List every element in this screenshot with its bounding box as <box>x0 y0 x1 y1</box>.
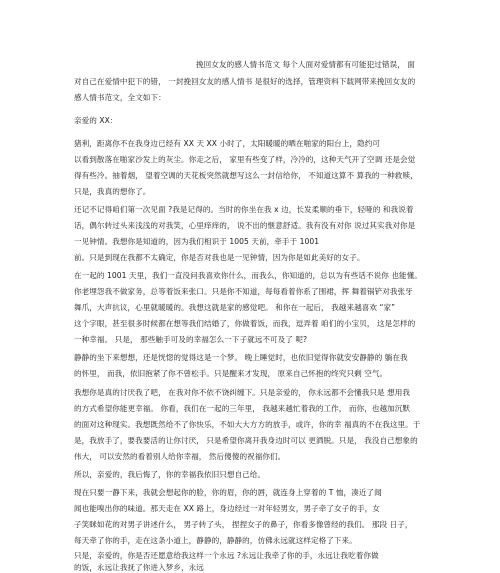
paragraph-line: 这个字眼，甚至很多时候都在想等我们结婚了，你做着饭，而我，逗弄着 咱们的小宝贝， 这是怎样的 <box>74 319 416 328</box>
paragraph-line: 所以，亲爱的，我后悔了，你的幸福我依旧只想自己给。 <box>74 470 266 479</box>
paragraph-line: 还记不记得咱们第一次见面 ?我是记得的。当时的你坐在我 x 边，长发柔顺的垂下，轻哑的 和我说着 <box>74 205 414 214</box>
paragraph-line: 只是，我真的想你了。 <box>74 187 151 196</box>
paragraph-line: 每天牵了你的手，走在这条小道上，静静的，静静的，仿佛永远就这样定格了下来。 <box>74 536 357 545</box>
paragraph-line: 猪利，距离你不在我身边已经有 XX 天 XX 小时了，太阳暖暖的晒在啪家的阳台上，隐约可 <box>74 139 381 148</box>
paragraph-line: 前。只是到现在我都不太确定，你是否对我也是一见钟情，因为你是如此美好的女子。 <box>74 253 365 262</box>
paragraph-line: 在一起的 1001 天里，我们一直没问我喜欢你什么，而我么，你知道的，总以为有些话不说你 也能懂。 <box>74 271 422 280</box>
paragraph-line: 舞爪，大声抗议，心里就暖暖的。我想这就是家的感觉吧。 和你在一起后， 我越来越喜欢 “家” <box>74 303 396 312</box>
paragraph-line: 一种幸福。 只是， 那些触手可及的幸福怎么一下子就远不可及了 呢? <box>74 335 308 344</box>
paragraph-line: 得有些冷。抽着烟， 望着空调的天花板突然就想写这么一封信给你， 不知道这算不 算我的一种救赎， <box>74 171 418 180</box>
paragraph-line: 一见钟情。我想你是知道的，因为我们相识于 1005 天前，牵手于 1001 <box>74 237 320 246</box>
paragraph-line: 的怀里， 而我，依旧抱紧了你不曾松手。只是醒来才发现， 原来自己怀抱的终究只剩 空气。 <box>74 369 388 378</box>
paragraph-line: 闻也能嗅出你的味道。那天走在 XX 路上，身边经过一对年轻男女，男子牵了女子的手，女 <box>74 504 380 513</box>
paragraph-line: 以看到散落在啪家沙发上的灰尘。你走之后， 家里有些变了样，冷冷的，这种天气开了空调 还是会觉 <box>74 155 416 164</box>
paragraph-line: 子笑眯如花的对男子讲述什么， 男子转了头， 捏捏女子的鼻子，你看多像曾经的我们。 那段 日子， <box>74 520 413 529</box>
intro-line: 挽回女友的感人情书范文 每个人面对爱情都有可能犯过错误， 面 <box>196 60 415 69</box>
paragraph-line: 我想你是真的讨厌我了吧， 在我对你不依不饶纠缠下。只是亲爱的， 你永远都不会懂我只是 想用我 <box>74 388 411 397</box>
paragraph-line: 你老埋怨我不做家务，总等着饭来张口。只是你不知道，每每看着你系了围裙，挥 舞着锅铲对我张牙 <box>74 287 413 296</box>
paragraph-line: 现在只要一静下来，我就会想起你的脸，你的眉，你的唇，就连身上穿着的 T 恤，凑近了闻 <box>74 488 382 497</box>
paragraph-line: 的饭，永远让我抚了你进入梦乡，永远 <box>74 563 204 572</box>
paragraph-line: 的方式希望你能更幸福。 你看，我们在一起的三年里， 我越来越忙着我的工作， 而你，也越加沉默 <box>74 404 411 413</box>
greeting: 亲爱的 XX： <box>74 116 118 125</box>
intro-line: 对自己在爱情中犯下的错， 一封挽回女友的感人情书 是很好的选择，管理资料下载网带来挽回女友的 <box>74 77 416 86</box>
paragraph-line: 伟大， 可以安然的看着别人给你幸福， 然后傻傻的祝福你们。 <box>74 452 286 461</box>
paragraph-line: 只是，亲爱的，你是否还愿意给我这样一个永远 ?永远让我牵了你的手，永远让我吃着你做 <box>74 551 379 560</box>
paragraph-line: 的面对这种现实。我想既然给不了你快乐，不如大大方方的放手，或许，你的幸 福真的不在我这里。于 <box>74 420 421 429</box>
intro-line: 感人情书范文，全文如下： <box>74 93 166 102</box>
paragraph-line: 话，偶尔转过头来浅浅的对我笑，心里痒痒的， 说不出的惬意舒适。我有没有对你 说过其实我对你是 <box>74 221 416 230</box>
paragraph-line: 是，我放手了，要我要活的让你讨厌， 只是希望你离开我身边时可以 更洒脱。只是， 我没自己想象的 <box>74 436 418 445</box>
paragraph-line: 静静的坐下来想想，还是恍惚的觉得这是一个梦。 晚上睡觉时，也依旧觉得你就安安静静的 躺在我 <box>74 353 408 362</box>
